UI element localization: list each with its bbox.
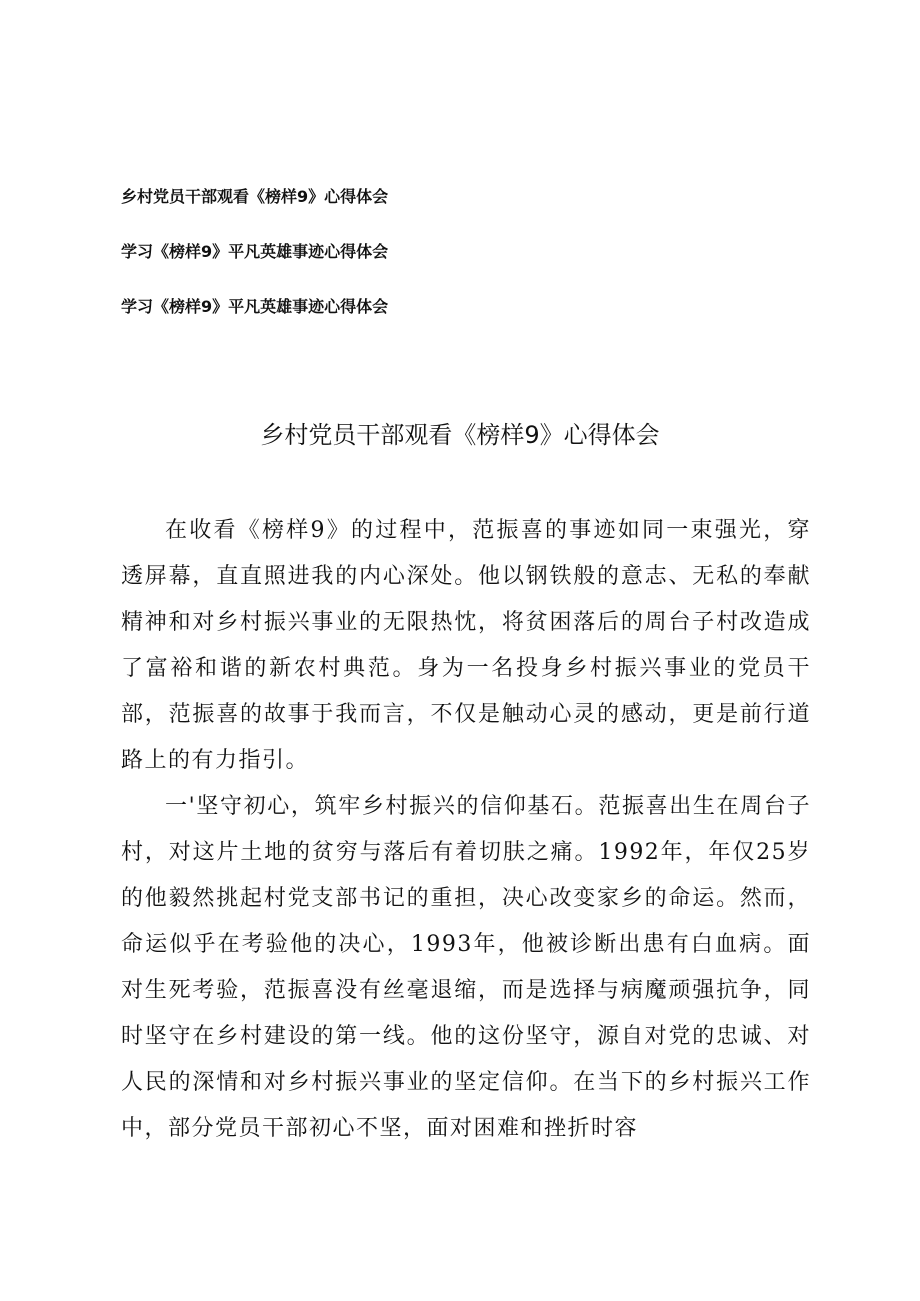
toc-item[interactable]: 学习《榜样9》平凡英雄事迹心得体会 (121, 242, 389, 261)
toc-item[interactable]: 学习《榜样9》平凡英雄事迹心得体会 (121, 297, 389, 316)
toc-item[interactable]: 乡村党员干部观看《榜样9》心得体会 (121, 187, 389, 206)
paragraph: 一'坚守初心，筑牢乡村振兴的信仰基石。范振喜出生在周台子村，对这片土地的贫穷与落后有着切肤之痛。1992年，年仅25岁的他毅然挑起村党支部书记的重担，决心改变家乡的命运。然而，命运似乎在考验他的决心，1993年，他被诊断出患有白血病。面对生死考验，范振喜没有丝毫退缩，而是选择与病魔顽强抗争，同时坚守在乡村建设的第一线。他的这份坚守，源自对党的忠诚、对人民的深情和对乡村振兴事业的坚定信仰。在当下的乡村振兴工作中，部分党员干部初心不坚，面对困难和挫折时容 (121, 794, 811, 1141)
article-body (121, 508, 811, 1152)
paragraph: 在收看《榜样9》的过程中，范振喜的事迹如同一束强光，穿透屏幕，直直照进我的内心深处。他以钢铁般的意志、无私的奉献精神和对乡村振兴事业的无限热忱，将贫困落后的周台子村改造成了富裕和谐的新农村典范。身为一名投身乡村振兴事业的党员干部，范振喜的故事于我而言，不仅是触动心灵的感动，更是前行道路上的有力指引。 (121, 518, 811, 773)
article-title: 乡村党员干部观看《榜样9》心得体会 (260, 421, 660, 449)
table-of-contents (121, 186, 621, 351)
